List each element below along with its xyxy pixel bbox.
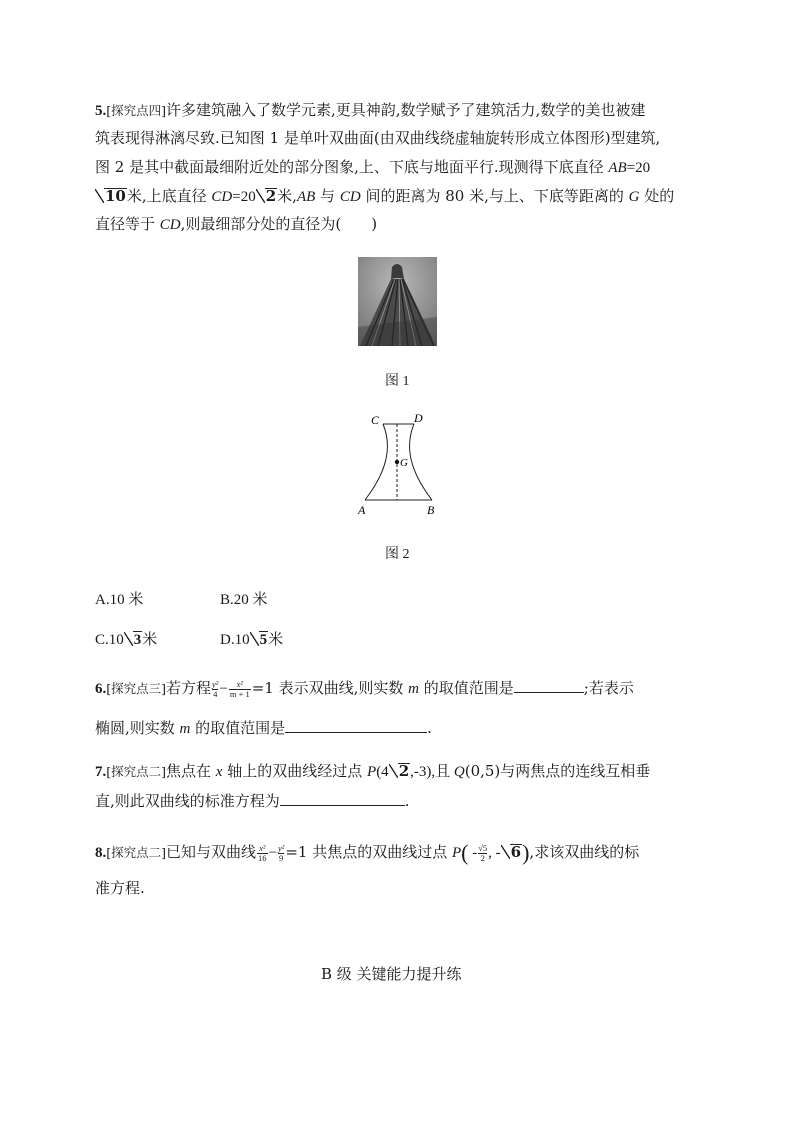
answer-blank[interactable] bbox=[280, 792, 405, 806]
problem-6-line-1: 6.[探究点三]若方程 $\frac{\text{y²}}{4}$ − $\frac{\text{x²}}{m + 1}$ =1 表示双曲线,则实数 m 的取值范围是 ;若表示 bbox=[95, 678, 634, 699]
fraction: $\frac{\text{x²}}{m + 1}$ bbox=[229, 678, 250, 699]
option-b: B.20 米 bbox=[220, 592, 268, 608]
problem-7-line-2: 直,则此双曲线的标准方程为 . bbox=[95, 792, 410, 810]
building-photo bbox=[358, 257, 437, 346]
label-d: D bbox=[414, 411, 423, 425]
problem-5-line-2: 筑表现得淋漓尽致.已知图 1 是单叶双曲面(由双曲线绕虚轴旋转形成立体图形)型建筑, bbox=[95, 129, 661, 147]
label-b: B bbox=[427, 503, 435, 517]
problem-8-line-2: 准方程. bbox=[95, 879, 145, 897]
problem-8-line-1: 8.[探究点二]已知与双曲线 $\frac{\text{x²}}{16}$ − $\frac{\text{y²}}{9}$ =1 共焦点的双曲线过点 P( - $\frac{√5}{2}$ , - 6),求该双曲线的标 bbox=[95, 840, 640, 865]
problem-tag: [探究点四] bbox=[106, 103, 167, 118]
problem-6-line-2: 椭圆,则实数 m 的取值范围是 . bbox=[95, 719, 432, 737]
label-c: C bbox=[371, 413, 380, 427]
problem-5-line-3: 图 2 是其中截面最细附近处的部分图象,上、下底与地面平行.现测得下底直径 AB=20 bbox=[95, 158, 651, 176]
sqrt-10: 10 bbox=[95, 188, 127, 204]
answer-blank[interactable] bbox=[285, 719, 427, 733]
sqrt-2: 2 bbox=[256, 188, 277, 204]
option-c: C.10 3米 bbox=[95, 632, 158, 648]
problem-5-line-5: 直径等于 CD,则最细部分处的直径为( ) bbox=[95, 215, 378, 233]
figure-1-caption: 图 1 bbox=[385, 374, 410, 389]
problem-7-line-1: 7.[探究点二]焦点在 x 轴上的双曲线经过点 P(4 2,-3),且 Q(0,5)与两焦点的连线互相垂 bbox=[95, 762, 651, 780]
label-g: G bbox=[400, 457, 408, 469]
option-a: A.10 米 bbox=[95, 592, 144, 608]
answer-blank[interactable] bbox=[514, 679, 584, 693]
label-a: A bbox=[358, 503, 366, 517]
problem-5-line-4: 10米,上底直径 CD=20 2米,AB 与 CD 间的距离为 80 米,与上、下底等距离的 G 处的 bbox=[95, 188, 674, 205]
figure-2-diagram bbox=[350, 408, 450, 520]
section-heading: B 级 关键能力提升练 bbox=[321, 965, 462, 983]
problem-5-line-1: 5.[探究点四]许多建筑融入了数学元素,更具神韵,数学赋予了建筑活力,数学的美也被建 bbox=[95, 101, 646, 119]
option-d: D.10 5米 bbox=[220, 632, 284, 648]
figure-2-caption: 图 2 bbox=[385, 547, 410, 562]
fraction: $\frac{\text{y²}}{4}$ bbox=[212, 678, 219, 699]
